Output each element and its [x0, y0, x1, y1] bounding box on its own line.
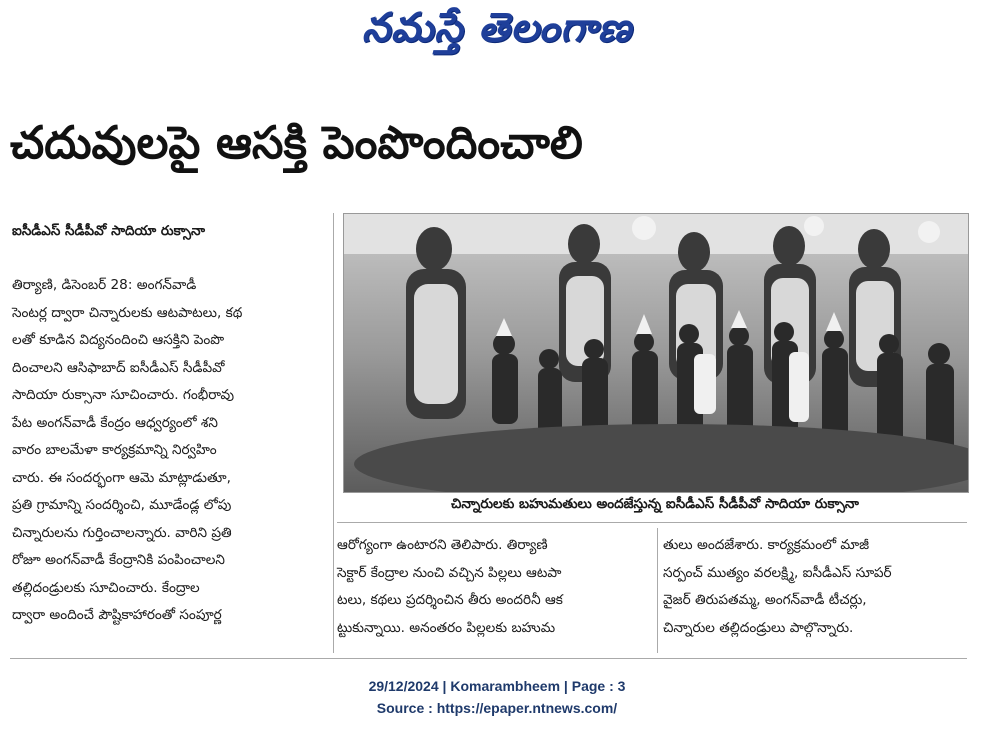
text-line: సాదియా రుక్సానా సూచించారు. గంభీరావు	[12, 387, 235, 403]
text-line: లతో కూడిన విద్యనందించి ఆసక్తిని పెంపొ	[12, 332, 225, 348]
text-line: చిన్నారుల తల్లిదండ్రులు పాల్గొన్నారు.	[663, 619, 854, 636]
page-bottom-rule	[10, 658, 967, 659]
source-link[interactable]: Source : https://epaper.ntnews.com/	[376, 700, 618, 716]
text-line: తులు అందజేశారు. కార్యక్రమంలో మాజీ	[663, 537, 870, 553]
article-headline: చదువులపై ఆసక్తి పెంపొందించాలి	[10, 116, 583, 169]
text-line: ప్రతి గ్రామాన్ని సందర్శించి, మూడేండ్ల లోపు	[12, 497, 232, 513]
article-column-3	[663, 532, 967, 642]
text-line: ట్టుకున్నాయి. అనంతరం పిల్లలకు బహుమ	[337, 619, 556, 636]
text-line: సర్పంచ్ ముత్యం వరలక్ష్మి, ఐసీడీఎస్ సూపర్	[663, 564, 892, 581]
text-line: సెంటర్ల ద్వారా చిన్నారులకు ఆటపాటలు, కథ	[12, 304, 243, 321]
text-line: దించాలని ఆసిఫాబాద్ ఐసీడీఎస్ సీడీపీవో	[12, 359, 225, 376]
article-photo	[343, 213, 969, 493]
caption-divider	[337, 522, 967, 523]
text-line: వారం బాలమేళా కార్యక్రమాన్ని నిర్వహిం	[12, 442, 217, 458]
newspaper-masthead: నమస్తే తెలంగాణ	[361, 4, 633, 51]
text-line: టలు, కథలు ప్రదర్శించిన తీరు అందరినీ ఆక	[337, 592, 563, 608]
text-line: ద్వారా అందించే పౌష్టికాహారంతో సంపూర్ణ	[12, 607, 222, 623]
text-line: తల్లిదండ్రులకు సూచించారు. కేంద్రాల	[12, 579, 200, 596]
text-line: చారు. ఈ సందర్భంగా ఆమె మాట్లాడుతూ,	[12, 469, 231, 486]
article-byline: ఐసీడీఎస్ సీడీపీవో సాదియా రుక్సానా	[12, 223, 206, 239]
text-line: చిన్నారులను గుర్తించాలన్నారు. వారిని ప్రతి	[12, 524, 232, 541]
children-event-photo	[344, 214, 968, 492]
edition-info: 29/12/2024 | Komarambheem | Page : 3	[368, 678, 626, 694]
text-line: వైజర్ తిరుపతమ్మ, అంగన్‌వాడీ టీచర్లు,	[663, 592, 867, 608]
column-divider	[333, 213, 334, 653]
article-column-1	[12, 272, 330, 630]
text-line: తిర్యాణి, డిసెంబర్ 28: అంగన్‌వాడీ	[12, 277, 197, 293]
text-line: సెక్టార్ కేంద్రాల నుంచి వచ్చిన పిల్లలు ఆటపా	[337, 564, 562, 581]
text-line: పేట అంగన్‌వాడీ కేంద్రం ఆధ్వర్యంలో శని	[12, 414, 218, 431]
article-column-2	[337, 532, 653, 642]
column-divider	[657, 528, 658, 653]
text-line: రోజూ అంగన్‌వాడీ కేంద్రానికి పంపించాలని	[12, 552, 225, 568]
photo-caption: చిన్నారులకు బహుమతులు అందజేస్తున్న ఐసీడీఎస్ సీడీపీవో సాదియా రుక్సానా	[451, 496, 859, 512]
text-line: ఆరోగ్యంగా ఉంటారని తెలిపారు. తిర్యాణి	[337, 537, 548, 553]
